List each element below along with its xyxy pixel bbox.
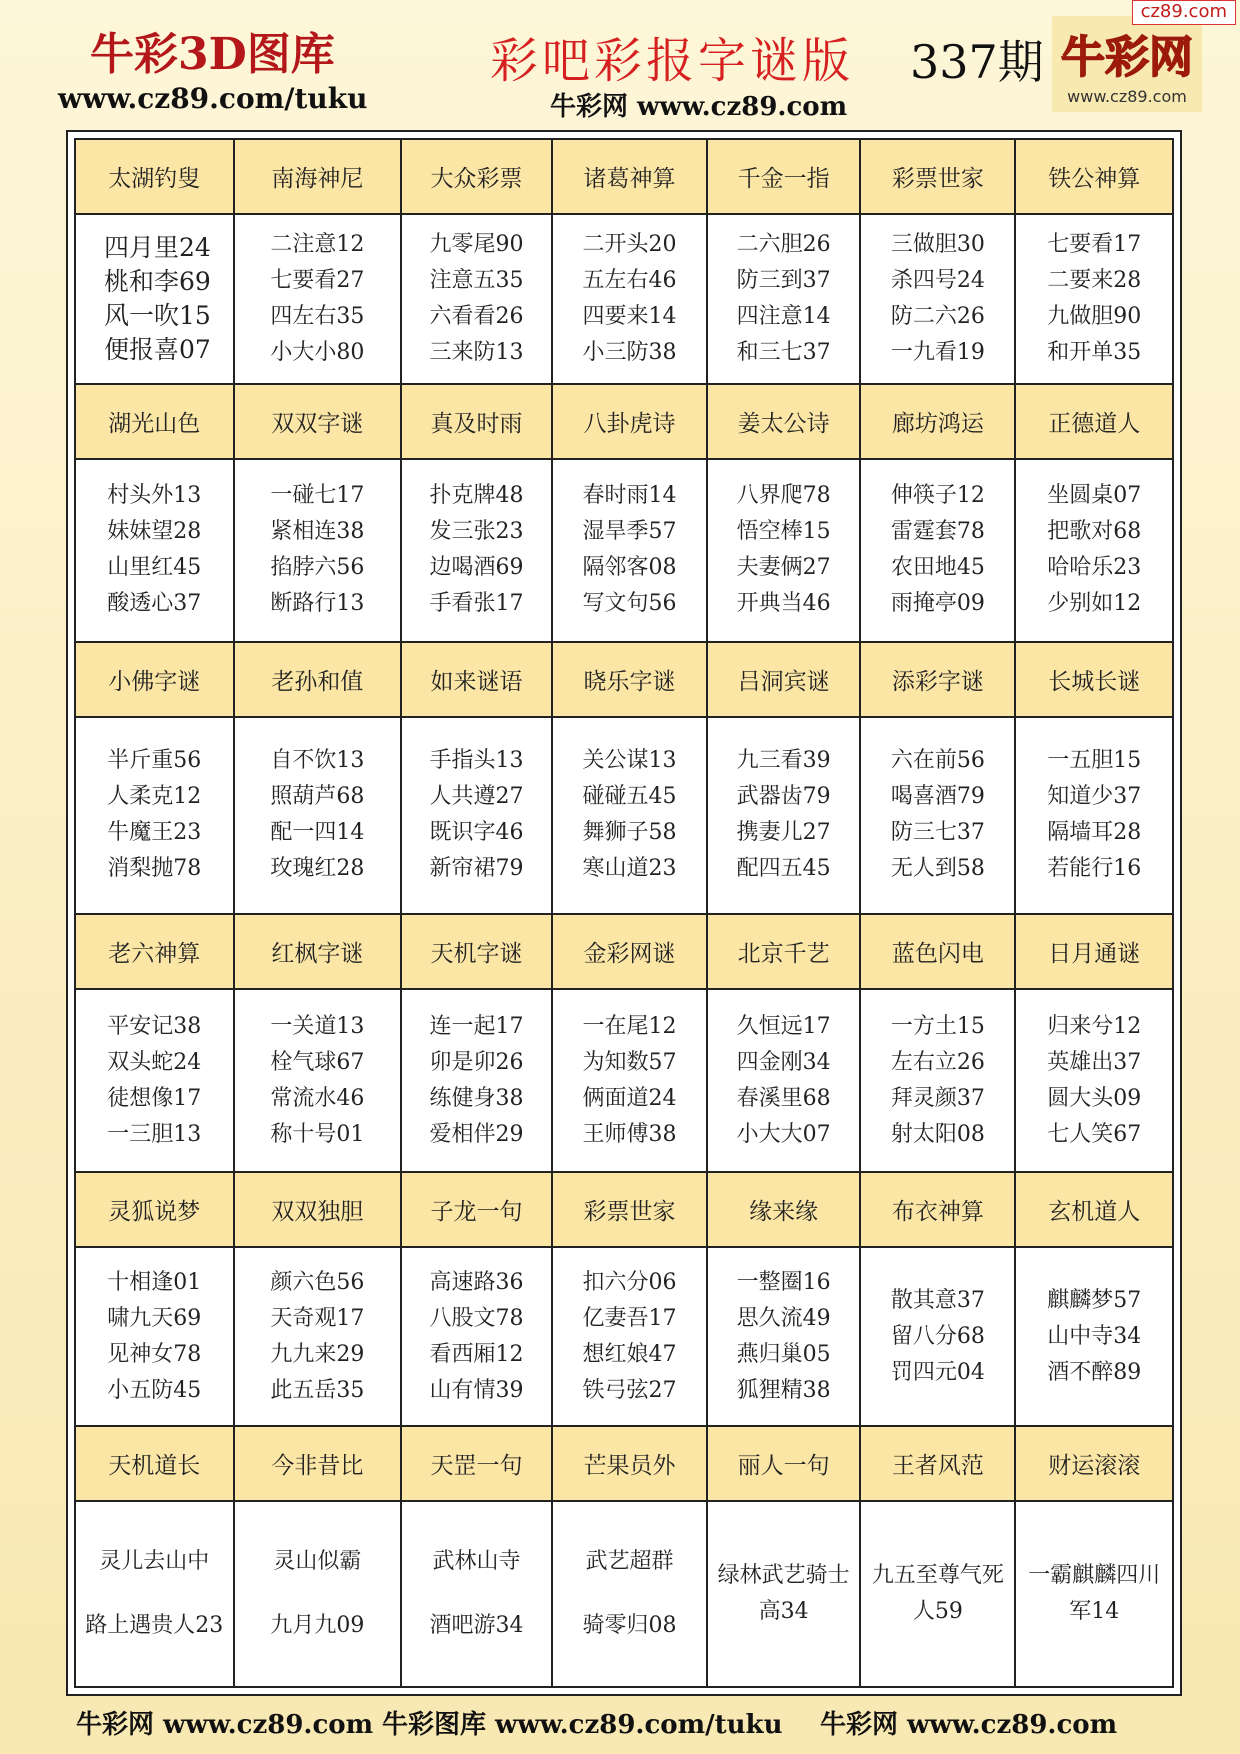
header-row <box>75 642 1173 717</box>
riddle-cell <box>707 717 860 914</box>
column-header: 丽人一句 <box>707 1426 860 1501</box>
riddle-cell <box>707 1247 860 1426</box>
column-header: 今非昔比 <box>234 1426 401 1501</box>
riddle-cell <box>75 989 234 1173</box>
column-header: 子龙一句 <box>401 1172 552 1247</box>
riddle-line: 舞狮子58 <box>582 820 677 846</box>
riddle-line: 悟空棒15 <box>736 519 831 545</box>
riddle-line: 隔邻客08 <box>582 555 677 581</box>
riddle-line: 一整圈16 <box>736 1269 831 1295</box>
riddle-line: 九零尾90 <box>429 231 524 257</box>
riddle-line: 夫妻俩27 <box>736 555 831 581</box>
riddle-line: 此五岳35 <box>270 1377 365 1403</box>
site-url[interactable]: www.cz89.com/tuku <box>58 82 368 115</box>
riddle-line: 见神女78 <box>107 1341 202 1367</box>
riddle-line: 半斤重56 <box>107 748 202 774</box>
riddle-line: 寒山道23 <box>582 856 677 882</box>
column-header: 诸葛神算 <box>552 139 707 214</box>
riddle-line: 隔墙耳28 <box>1047 820 1142 846</box>
riddle-line: 九五至尊气死人59 <box>871 1563 1004 1625</box>
column-header: 大众彩票 <box>401 139 552 214</box>
content-row <box>75 214 1173 384</box>
center-url[interactable]: 牛彩网 www.cz89.com <box>550 92 848 122</box>
riddle-line: 防二六26 <box>890 303 985 329</box>
riddle-line: 山里红45 <box>107 555 202 581</box>
riddle-line: 扑克牌48 <box>429 483 524 509</box>
riddle-line: 开典当46 <box>736 591 831 617</box>
content-row <box>75 459 1173 643</box>
column-header: 王者风范 <box>860 1426 1015 1501</box>
column-header: 天罡一句 <box>401 1426 552 1501</box>
content-row <box>75 989 1173 1173</box>
riddle-line: 三来防13 <box>429 339 524 365</box>
riddle-line: 配一四14 <box>270 820 365 846</box>
riddle-line: 玫瑰红28 <box>270 856 365 882</box>
footer-link-right[interactable]: 牛彩网 www.cz89.com <box>820 1710 1118 1740</box>
riddle-line: 把歌对68 <box>1047 519 1142 545</box>
riddle-line: 平安记38 <box>107 1013 202 1039</box>
riddle-line: 小三防38 <box>582 339 677 365</box>
column-header: 吕洞宾谜 <box>707 642 860 717</box>
riddle-line: 九九来29 <box>270 1341 365 1367</box>
riddle-line: 山中寺34 <box>1047 1323 1142 1349</box>
riddle-line: 消梨抛78 <box>107 856 202 882</box>
riddle-line: 山有情39 <box>429 1377 524 1403</box>
riddle-line: 一五胆15 <box>1047 748 1142 774</box>
logo-url: www.cz89.com <box>1067 87 1187 106</box>
riddle-line: 五左右46 <box>582 267 677 293</box>
riddle-cell <box>401 989 552 1173</box>
riddle-line: 村头外13 <box>107 483 202 509</box>
riddle-line: 久恒远17 <box>736 1013 831 1039</box>
riddle-line: 栓气球67 <box>270 1049 365 1075</box>
column-header: 廊坊鸿运 <box>860 384 1015 459</box>
riddle-cell <box>1015 717 1173 914</box>
riddle-line: 二六胆26 <box>736 231 831 257</box>
riddle-table <box>74 138 1174 1688</box>
riddle-line: 二开头20 <box>582 231 677 257</box>
riddle-line: 一在尾12 <box>582 1013 677 1039</box>
riddle-line: 防三到37 <box>736 267 831 293</box>
riddle-line: 英雄出37 <box>1047 1049 1142 1075</box>
header-row <box>75 914 1173 989</box>
riddle-line: 风一吹15 <box>104 300 211 330</box>
riddle-line: 一三胆13 <box>107 1121 202 1147</box>
riddle-cell <box>401 717 552 914</box>
riddle-cell <box>401 214 552 384</box>
riddle-line: 十相逢01 <box>107 1269 202 1295</box>
riddle-line: 高速路36 <box>429 1269 524 1295</box>
riddle-line: 湿旱季57 <box>582 519 677 545</box>
riddle-cell <box>234 459 401 643</box>
riddle-line: 九月九09 <box>270 1613 365 1639</box>
riddle-line: 常流水46 <box>270 1085 365 1111</box>
riddle-line: 灵山似霸 <box>273 1549 362 1575</box>
column-header: 彩票世家 <box>552 1172 707 1247</box>
riddle-line: 手指头13 <box>429 748 524 774</box>
riddle-line: 碰碰五45 <box>582 784 677 810</box>
riddle-line: 无人到58 <box>890 856 985 882</box>
riddle-line: 圆大头09 <box>1047 1085 1142 1111</box>
riddle-line: 王师傅38 <box>582 1121 677 1147</box>
riddle-line: 灵儿去山中 <box>99 1549 210 1575</box>
footer-link-middle[interactable]: 牛彩图库 www.cz89.com/tuku <box>382 1710 783 1740</box>
column-header: 老孙和值 <box>234 642 401 717</box>
riddle-cell <box>707 989 860 1173</box>
riddle-cell <box>1015 459 1173 643</box>
riddle-cell <box>75 717 234 914</box>
riddle-line: 思久流49 <box>736 1305 831 1331</box>
riddle-line: 喝喜酒79 <box>890 784 985 810</box>
column-header: 彩票世家 <box>860 139 1015 214</box>
issue-number: 337期 <box>910 35 1044 89</box>
riddle-line: 八界爬78 <box>736 483 831 509</box>
riddle-cell <box>860 459 1015 643</box>
riddle-line: 骑零归08 <box>582 1613 677 1639</box>
riddle-line: 酒不醉89 <box>1047 1359 1142 1385</box>
riddle-cell <box>234 214 401 384</box>
riddle-line: 紧相连38 <box>270 519 365 545</box>
riddle-line: 拜灵颜37 <box>890 1085 985 1111</box>
riddle-line: 七要看17 <box>1047 231 1142 257</box>
column-header: 双双独胆 <box>234 1172 401 1247</box>
riddle-line: 杀四号24 <box>890 267 985 293</box>
riddle-grid <box>66 130 1182 1696</box>
riddle-line: 燕归巢05 <box>736 1341 831 1367</box>
riddle-line: 边喝酒69 <box>429 555 524 581</box>
riddle-line: 哈哈乐23 <box>1047 555 1142 581</box>
riddle-line: 铁弓弦27 <box>582 1377 677 1403</box>
riddle-line: 一碰七17 <box>270 483 365 509</box>
riddle-cell <box>1015 989 1173 1173</box>
riddle-line: 关公谋13 <box>582 748 677 774</box>
riddle-line: 知道少37 <box>1047 784 1142 810</box>
riddle-cell <box>75 1247 234 1426</box>
riddle-line: 徒想像17 <box>107 1085 202 1111</box>
riddle-line: 六在前56 <box>890 748 985 774</box>
riddle-line: 射太阳08 <box>890 1121 985 1147</box>
riddle-line: 雨掩亭09 <box>890 591 985 617</box>
riddle-line: 二要来28 <box>1047 267 1142 293</box>
column-header: 真及时雨 <box>401 384 552 459</box>
header-row <box>75 1172 1173 1247</box>
riddle-line: 掐脖六56 <box>270 555 365 581</box>
riddle-line: 三做胆30 <box>890 231 985 257</box>
riddle-line: 二注意12 <box>270 231 365 257</box>
riddle-line: 酸透心37 <box>107 591 202 617</box>
riddle-line: 一九看19 <box>890 339 985 365</box>
riddle-cell <box>75 214 234 384</box>
riddle-line: 武器齿79 <box>736 784 831 810</box>
riddle-line: 武林山寺 <box>432 1549 521 1575</box>
riddle-line: 小大小80 <box>270 339 365 365</box>
riddle-line: 连一起17 <box>429 1013 524 1039</box>
riddle-line: 照葫芦68 <box>270 784 365 810</box>
column-header: 老六神算 <box>75 914 234 989</box>
riddle-line: 春时雨14 <box>582 483 677 509</box>
riddle-line: 自不饮13 <box>270 748 365 774</box>
riddle-line: 啸九天69 <box>107 1305 202 1331</box>
riddle-line: 天奇观17 <box>270 1305 365 1331</box>
column-header: 铁公神算 <box>1015 139 1173 214</box>
riddle-line: 双头蛇24 <box>107 1049 202 1075</box>
riddle-cell <box>75 1501 234 1687</box>
brand-logo <box>1052 16 1202 112</box>
content-row <box>75 1501 1173 1687</box>
riddle-cell <box>1015 1247 1173 1426</box>
riddle-line: 断路行13 <box>270 591 365 617</box>
column-header: 晓乐字谜 <box>552 642 707 717</box>
riddle-cell <box>707 459 860 643</box>
footer-link-left[interactable]: 牛彩网 www.cz89.com <box>76 1710 374 1740</box>
column-header: 布衣神算 <box>860 1172 1015 1247</box>
column-header: 灵狐说梦 <box>75 1172 234 1247</box>
riddle-line: 新帘裙79 <box>429 856 524 882</box>
footer <box>0 1704 1240 1744</box>
riddle-line: 小五防45 <box>107 1377 202 1403</box>
riddle-line: 人共遵27 <box>429 784 524 810</box>
riddle-line: 路上遇贵人23 <box>85 1613 224 1639</box>
riddle-line: 防三七37 <box>890 820 985 846</box>
riddle-line: 四要来14 <box>582 303 677 329</box>
riddle-line: 想红娘47 <box>582 1341 677 1367</box>
riddle-cell <box>860 1501 1015 1687</box>
riddle-line: 八股文78 <box>429 1305 524 1331</box>
riddle-cell <box>234 1501 401 1687</box>
riddle-line: 一关道13 <box>270 1013 365 1039</box>
riddle-line: 少别如12 <box>1047 591 1142 617</box>
riddle-line: 为知数57 <box>582 1049 677 1075</box>
riddle-line: 归来兮12 <box>1047 1013 1142 1039</box>
column-header: 长城长谜 <box>1015 642 1173 717</box>
riddle-cell <box>1015 1501 1173 1687</box>
riddle-cell <box>552 459 707 643</box>
riddle-line: 称十号01 <box>270 1121 365 1147</box>
column-header: 天机字谜 <box>401 914 552 989</box>
riddle-line: 一霸麒麟四川军14 <box>1028 1563 1161 1625</box>
column-header: 北京千艺 <box>707 914 860 989</box>
riddle-line: 人柔克12 <box>107 784 202 810</box>
riddle-line: 七要看27 <box>270 267 365 293</box>
riddle-line: 坐圆桌07 <box>1047 483 1142 509</box>
riddle-line: 便报喜07 <box>104 334 211 364</box>
riddle-line: 一方土15 <box>890 1013 985 1039</box>
riddle-line: 四注意14 <box>736 303 831 329</box>
riddle-cell <box>860 717 1015 914</box>
riddle-cell <box>860 214 1015 384</box>
riddle-line: 配四五45 <box>736 856 831 882</box>
riddle-line: 扣六分06 <box>582 1269 677 1295</box>
riddle-cell <box>707 1501 860 1687</box>
riddle-line: 俩面道24 <box>582 1085 677 1111</box>
header-row <box>75 384 1173 459</box>
riddle-line: 留八分68 <box>890 1323 985 1349</box>
site-title: 牛彩3D图库 <box>90 29 335 80</box>
riddle-line: 看西厢12 <box>429 1341 524 1367</box>
riddle-line: 手看张17 <box>429 591 524 617</box>
riddle-cell <box>75 459 234 643</box>
riddle-line: 罚四元04 <box>890 1359 985 1385</box>
riddle-line: 九三看39 <box>736 748 831 774</box>
riddle-line: 伸筷子12 <box>890 483 985 509</box>
riddle-line: 酒吧游34 <box>429 1613 524 1639</box>
riddle-cell <box>234 989 401 1173</box>
column-header: 金彩网谜 <box>552 914 707 989</box>
column-header: 湖光山色 <box>75 384 234 459</box>
riddle-line: 麒麟梦57 <box>1047 1287 1142 1313</box>
corner-url-badge[interactable]: cz89.com <box>1132 0 1236 25</box>
column-header: 小佛字谜 <box>75 642 234 717</box>
logo-text: 牛彩网 <box>1061 32 1193 83</box>
riddle-line: 携妻儿27 <box>736 820 831 846</box>
riddle-line: 亿妻吾17 <box>582 1305 677 1331</box>
riddle-cell <box>860 1247 1015 1426</box>
riddle-line: 九做胆90 <box>1047 303 1142 329</box>
riddle-line: 爱相伴29 <box>429 1121 524 1147</box>
riddle-cell <box>707 214 860 384</box>
page-title: 彩吧彩报字谜版 <box>490 33 855 89</box>
column-header: 天机道长 <box>75 1426 234 1501</box>
riddle-line: 卯是卯26 <box>429 1049 524 1075</box>
riddle-cell <box>552 214 707 384</box>
riddle-cell <box>552 1247 707 1426</box>
column-header: 芒果员外 <box>552 1426 707 1501</box>
riddle-line: 颜六色56 <box>270 1269 365 1295</box>
riddle-line: 散其意37 <box>890 1287 985 1313</box>
riddle-line: 妹妹望28 <box>107 519 202 545</box>
content-row <box>75 717 1173 914</box>
column-header: 千金一指 <box>707 139 860 214</box>
header-row <box>75 139 1173 214</box>
header-row <box>75 1426 1173 1501</box>
column-header: 添彩字谜 <box>860 642 1015 717</box>
riddle-cell <box>552 717 707 914</box>
riddle-line: 四金刚34 <box>736 1049 831 1075</box>
column-header: 南海神尼 <box>234 139 401 214</box>
riddle-line: 注意五35 <box>429 267 524 293</box>
riddle-cell <box>401 1247 552 1426</box>
riddle-line: 若能行16 <box>1047 856 1142 882</box>
column-header: 双双字谜 <box>234 384 401 459</box>
riddle-cell <box>401 459 552 643</box>
riddle-line: 和开单35 <box>1047 339 1142 365</box>
riddle-cell <box>552 989 707 1173</box>
riddle-line: 春溪里68 <box>736 1085 831 1111</box>
riddle-line: 桃和李69 <box>104 266 211 296</box>
column-header: 红枫字谜 <box>234 914 401 989</box>
riddle-line: 四月里24 <box>104 232 211 262</box>
column-header: 玄机道人 <box>1015 1172 1173 1247</box>
riddle-line: 左右立26 <box>890 1049 985 1075</box>
riddle-line: 和三七37 <box>736 339 831 365</box>
column-header: 姜太公诗 <box>707 384 860 459</box>
column-header: 财运滚滚 <box>1015 1426 1173 1501</box>
column-header: 日月通谜 <box>1015 914 1173 989</box>
column-header: 正德道人 <box>1015 384 1173 459</box>
riddle-line: 狐狸精38 <box>736 1377 831 1403</box>
riddle-line: 四左右35 <box>270 303 365 329</box>
riddle-line: 发三张23 <box>429 519 524 545</box>
riddle-cell <box>234 1247 401 1426</box>
riddle-cell <box>860 989 1015 1173</box>
riddle-cell <box>234 717 401 914</box>
riddle-line: 既识字46 <box>429 820 524 846</box>
riddle-line: 练健身38 <box>429 1085 524 1111</box>
column-header: 太湖钓叟 <box>75 139 234 214</box>
riddle-line: 牛魔王23 <box>107 820 202 846</box>
riddle-line: 七人笑67 <box>1047 1121 1142 1147</box>
riddle-line: 雷霆套78 <box>890 519 985 545</box>
riddle-line: 六看看26 <box>429 303 524 329</box>
riddle-cell <box>401 1501 552 1687</box>
riddle-line: 农田地45 <box>890 555 985 581</box>
riddle-line: 小大大07 <box>736 1121 831 1147</box>
column-header: 蓝色闪电 <box>860 914 1015 989</box>
column-header: 八卦虎诗 <box>552 384 707 459</box>
content-row <box>75 1247 1173 1426</box>
column-header: 如来谜语 <box>401 642 552 717</box>
riddle-line: 绿林武艺骑士高34 <box>717 1563 850 1625</box>
riddle-line: 武艺超群 <box>585 1549 674 1575</box>
riddle-cell <box>1015 214 1173 384</box>
riddle-line: 写文句56 <box>582 591 677 617</box>
riddle-cell <box>552 1501 707 1687</box>
column-header: 缘来缘 <box>707 1172 860 1247</box>
